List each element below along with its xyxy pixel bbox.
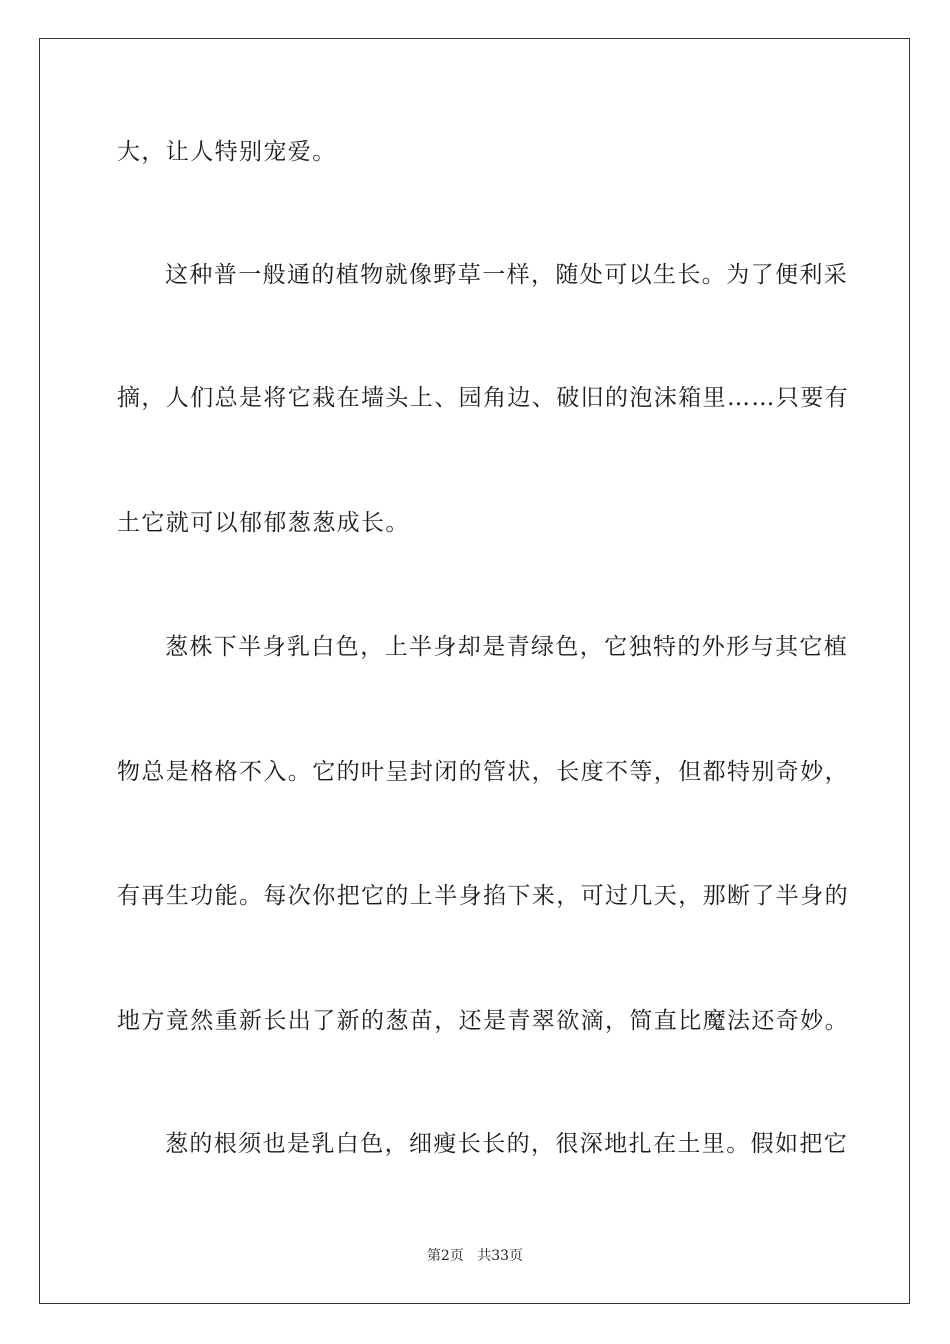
page-total: 共33页 — [477, 1248, 524, 1264]
page-number: 第2页 — [426, 1248, 464, 1264]
page-footer — [0, 1247, 950, 1265]
paragraph-first-line: 这种普一般通的植物就像野草一样，随处可以生长。为了便利采 — [165, 262, 849, 288]
paragraph-first-line: 葱株下半身乳白色，上半身却是青绿色，它独特的外形与其它植 — [165, 634, 849, 660]
paragraph-line: 土它就可以郁郁葱葱成长。 — [117, 510, 410, 536]
paragraph-line: 大，让人特别宠爱。 — [117, 139, 337, 165]
paragraph-line: 摘，人们总是将它栽在墙头上、园角边、破旧的泡沫箱里……只要有 — [117, 385, 849, 411]
page-border — [39, 38, 910, 1304]
paragraph-line: 物总是格格不入。它的叶呈封闭的管状，长度不等，但都特别奇妙， — [117, 759, 849, 785]
paragraph-line: 有再生功能。每次你把它的上半身掐下来，可过几天，那断了半身的 — [117, 883, 849, 909]
paragraph-line: 地方竟然重新长出了新的葱苗，还是青翠欲滴，简直比魔法还奇妙。 — [117, 1008, 849, 1034]
paragraph-first-line: 葱的根须也是乳白色，细瘦长长的，很深地扎在土里。假如把它 — [165, 1131, 849, 1157]
